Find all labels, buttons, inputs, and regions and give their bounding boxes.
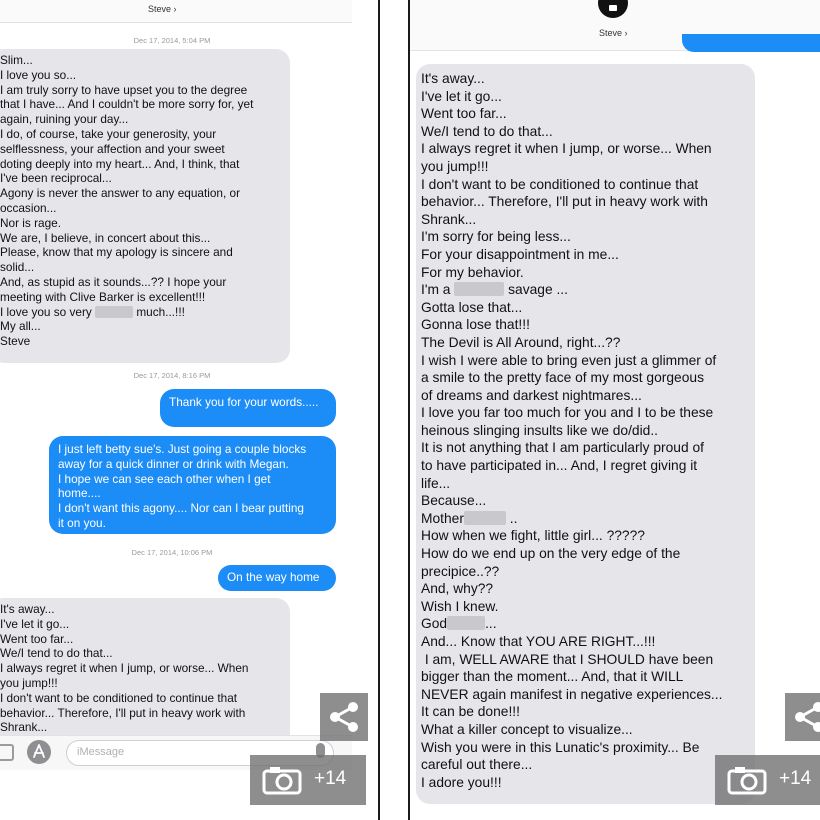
message-line: meeting with Clive Barker is excellent!!! [0, 289, 206, 304]
message-line: that I have... And I couldn't be more sorry for, yet [0, 97, 254, 112]
message-line: It can be done!!! [421, 704, 520, 720]
message-line: Thank you for your words..... [169, 395, 319, 409]
message-line: God ... [421, 616, 497, 632]
message-line: I've let it go... [421, 88, 502, 104]
message-line: Agony is never the answer to any equation, or [0, 186, 241, 201]
share-icon [785, 693, 820, 741]
message-line: again, ruining your day... [0, 112, 129, 127]
message-line: Because... [421, 493, 487, 509]
camera-icon [727, 765, 767, 795]
share-icon [320, 693, 368, 741]
camera-icon [262, 765, 302, 795]
message-line: a smile to the pretty face of my most gorgeous [421, 370, 704, 386]
message-line: It is not anything that I am particularly proud of [421, 440, 704, 456]
message-line: I've let it go... [0, 616, 70, 631]
message-line: I adore you!!! [421, 774, 502, 790]
message-line: I'm sorry for being less... [421, 229, 571, 245]
message-line: life... [421, 475, 451, 491]
message-line: How when we fight, little girl... ????? [421, 528, 645, 544]
message-line: Steve [0, 334, 31, 349]
message-line: For my behavior. [421, 264, 524, 280]
message-line: bigger than the moment... And, that it WILL [421, 669, 684, 685]
message-line: And, why?? [421, 581, 494, 597]
photo-gallery-button[interactable] [250, 755, 366, 805]
message-text [0, 602, 290, 735]
message-line: I love you so... [0, 67, 77, 82]
message-text [421, 527, 755, 615]
right-screenshot [410, 0, 820, 820]
top-bar [0, 0, 352, 23]
message-line: The Devil is All Around, right...?? [421, 334, 621, 350]
input-placeholder: iMessage [77, 746, 125, 758]
message-line: Nor is rage. [0, 215, 61, 230]
message-line: Mother .. [421, 510, 518, 526]
message-line: And, as stupid as it sounds...?? I hope your [0, 274, 227, 289]
message-text [421, 70, 755, 281]
message-line: careful out there... [421, 757, 533, 773]
message-line: I just left betty sue's. Just going a couple blocks [58, 442, 307, 456]
contact-name[interactable]: Steve › [148, 4, 177, 14]
message-line: I wish I were able to bring even just a glimmer of [421, 352, 717, 368]
contact-name[interactable]: Steve › [599, 28, 628, 38]
message-line: I love you so very much...!!! [0, 304, 185, 319]
received-message [416, 64, 755, 804]
message-line: It's away... [421, 71, 485, 86]
message-line: Please, know that my apology is sincere and [0, 245, 233, 260]
message-line: For your disappointment in me... [421, 246, 619, 262]
message-line: I am truly sorry to have upset you to the degree [0, 82, 248, 97]
message-text [0, 53, 290, 305]
message-line: I am, WELL AWARE that I SHOULD have been [421, 651, 714, 667]
message-line: Gotta lose that... [421, 299, 523, 315]
received-message [0, 598, 290, 752]
photo-gallery-button[interactable] [715, 755, 820, 805]
message-line: And... Know that YOU ARE RIGHT...!!! [421, 634, 656, 649]
message-line: Wish I knew. [421, 598, 499, 614]
message-line: Went too far... [0, 631, 74, 646]
message-line: I love you far too much for you and I to be these [421, 405, 714, 421]
message-line: My all... [0, 319, 41, 334]
message-line: it on you. [58, 515, 106, 530]
message-line: Slim... [0, 53, 33, 67]
message-line: It's away... [0, 602, 55, 616]
share-button[interactable] [785, 693, 820, 741]
message-line: you jump!!! [421, 158, 489, 174]
message-line: solid... [0, 260, 35, 275]
message-line: We/I tend to do that... [421, 123, 553, 139]
message-line: Shrank... [0, 720, 48, 735]
photo-count: +14 [314, 768, 347, 789]
message-text [421, 299, 755, 510]
message-line: Wish you were in this Lunatic's proximity... Be [421, 739, 700, 755]
message-line: heinous slinging insults like we do/did.. [421, 422, 658, 438]
message-line: How do we end up on the very edge of the [421, 546, 681, 562]
message-line: I've been reciprocal... [0, 171, 112, 186]
message-line: of dreams and darkest nightmares... [421, 387, 642, 403]
divider-line [378, 0, 380, 820]
message-text [58, 442, 336, 531]
message-line: I do, of course, take your generosity, your [0, 126, 217, 141]
avatar-badge-icon [609, 5, 617, 11]
message-line: behavior... Therefore, I'll put in heavy work with [0, 705, 246, 720]
message-line: I hope we can see each other when I get [58, 471, 271, 486]
message-line: Gonna lose that!!! [421, 317, 530, 333]
photo-count: +14 [779, 768, 812, 789]
sent-message [49, 436, 336, 534]
message-line: you jump!!! [0, 675, 58, 690]
left-screenshot [0, 0, 380, 820]
message-line: away for a quick dinner or drink with Megan. [58, 456, 289, 471]
message-line: to have participated in... And, I regret giving it [421, 458, 698, 474]
sent-message [160, 389, 336, 427]
message-line: Shrank... [421, 211, 477, 227]
message-line: I always regret it when I jump, or worse... When [0, 661, 249, 676]
message-line: We/I tend to do that... [0, 646, 113, 661]
message-line: behavior... Therefore, I'll put in heavy work with [421, 194, 708, 210]
message-line: precipice..?? [421, 563, 500, 579]
message-line: occasion... [0, 200, 57, 215]
message-line: home.... [58, 486, 101, 501]
share-button[interactable] [320, 693, 368, 741]
message-line: I don't want to be conditioned to continue that [0, 690, 238, 705]
redaction-blur [447, 616, 485, 630]
message-line: Went too far... [421, 106, 507, 122]
message-line: We are, I believe, in concert about this... [0, 230, 211, 245]
redaction-blur [95, 306, 133, 318]
sent-message [218, 565, 336, 591]
message-line: I always regret it when I jump, or worse... When [421, 141, 712, 157]
redaction-blur [454, 282, 504, 296]
timestamp: Dec 17, 2014, 8:16 PM [133, 371, 211, 380]
app-store-icon[interactable] [27, 740, 51, 764]
redaction-blur [464, 511, 506, 525]
sent-message [682, 34, 820, 52]
message-line: NEVER again manifest in negative experiences... [421, 686, 723, 702]
message-line: I'm a savage ... [421, 282, 568, 298]
timestamp: Dec 17, 2014, 10:06 PM [131, 548, 213, 557]
message-line: doting deeply into my heart... And, I think, that [0, 156, 240, 171]
message-line: selflessness, your affection and your sweet [0, 141, 225, 156]
message-line: What a killer concept to visualize... [421, 721, 633, 737]
message-text [421, 633, 755, 791]
received-message [0, 49, 290, 363]
message-line: On the way home [227, 570, 320, 584]
timestamp: Dec 17, 2014, 5:04 PM [133, 36, 211, 45]
camera-icon[interactable] [0, 744, 14, 761]
message-line: I don't want to be conditioned to continue that [421, 176, 699, 192]
message-line: I don't want this agony.... Nor can I bear putting [58, 501, 304, 516]
